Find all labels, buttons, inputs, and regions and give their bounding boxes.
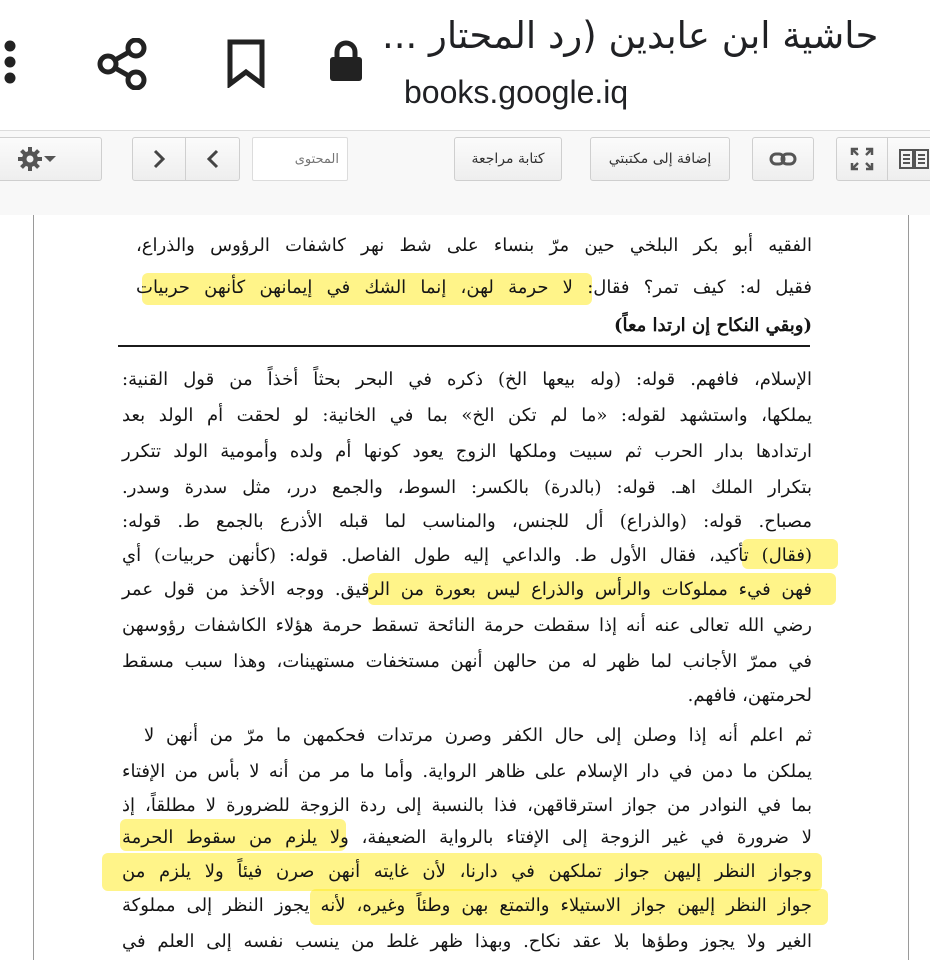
text-line: وجواز النظر إليهن جواز تملكهن في دارنا، لأن غايته أنهن صرن فيئاً ولا يلزم من	[122, 861, 812, 882]
page-url[interactable]: books.google.iq	[404, 74, 629, 110]
more-vert-icon[interactable]	[2, 40, 18, 84]
lock-icon	[328, 40, 364, 82]
fullscreen-icon	[850, 147, 874, 171]
write-review-button[interactable]: كتابة مراجعة	[454, 137, 562, 181]
next-page-button[interactable]	[186, 137, 240, 181]
book-page	[0, 215, 930, 960]
footnote-divider	[118, 345, 810, 347]
chevron-right-icon	[152, 149, 166, 169]
text-line: الغير ولا يجوز وطؤها بلا عقد نكاح. وبهذا ظهر غلط من ينسب نفسه إلى العلم في	[122, 931, 812, 952]
bookmark-icon[interactable]	[224, 38, 268, 88]
page-border-right	[908, 215, 909, 960]
fullscreen-button[interactable]	[836, 137, 888, 181]
browser-top-bar	[0, 0, 930, 130]
text-line: ارتدادها بدار الحرب ثم سبيت وملكها الزوج يعود كونها أم ولده وأمومية الولد تتكرر	[122, 441, 812, 462]
text-line: يملكن ما دمن في دار الإسلام على ظاهر الرواية. وأما ما مر من أنه لا بأس من الإفتاء	[122, 761, 812, 782]
dropdown-arrow-icon	[43, 154, 57, 164]
text-line: بتكرار الملك اهـ. قوله: (بالدرة) بالكسر: السوط، والجمع درر، مثل سدرة وسدر.	[122, 477, 812, 498]
settings-gear-icon	[17, 146, 43, 172]
text-line: (فقال) تأكيد، فقال الأول ط. والداعي إليه طول الفاصل. قوله: (كأنهن حربيات) أي	[122, 545, 812, 566]
book-view-icon	[899, 148, 929, 170]
text-line: ثم اعلم أنه إذا وصلن إلى حال الكفر وصرن مرتدات فحكمهن ما مرّ من أنهن لا	[144, 725, 812, 746]
page-view-button[interactable]	[888, 137, 930, 181]
books-toolbar	[0, 130, 930, 216]
content-search-input[interactable]	[252, 137, 348, 181]
share-icon[interactable]	[96, 38, 148, 90]
chevron-left-icon	[206, 149, 220, 169]
text-line: الفقيه أبو بكر البلخي حين مرّ بنساء على شط نهر كاشفات الرؤوس والذراع،	[136, 235, 812, 256]
link-icon	[769, 152, 797, 166]
text-line: في ممرّ الأجانب لما ظهر له من حالهن أنهن مستخفات مستهينات، وهذا سبب مسقط	[122, 651, 812, 672]
link-button[interactable]	[752, 137, 814, 181]
text-line: فقيل له: كيف تمر؟ فقال: لا حرمة لهن، إنما الشك في إيمانهن كأنهن حربيات	[136, 277, 812, 298]
text-line: جواز النظر إليهن جواز الاستيلاء والتمتع بهن وطئاً وغيره، لأنه يجوز النظر إلى مملوكة	[122, 895, 812, 916]
page-border-left	[33, 215, 34, 960]
text-line: الإسلام، فافهم. قوله: (وله بيعها الخ) ذكره في البحر بحثاً أخذاً من قول القنية:	[122, 369, 812, 390]
page-title: حاشية ابن عابدين (رد المحتار ...	[382, 14, 879, 57]
text-line: يملكها، واستشهد لقوله: «ما لم تكن الخ» بما في الخانية: لو لحقت أم الولد بعد	[122, 405, 812, 426]
text-line: بما في النوادر من جواز استرقاقهن، فذا بالنسبة إلى ردة الزوجة للضرورة لا مطلقاً، إذ	[122, 795, 812, 816]
add-to-library-button[interactable]: إضافة إلى مكتبتي	[590, 137, 730, 181]
text-line: لا ضرورة في غير الزوجة إلى الإفتاء بالرواية الضعيفة، ولا يلزم من سقوط الحرمة	[122, 827, 812, 848]
text-line: لحرمتهن، فافهم.	[687, 685, 812, 706]
text-line: مصباح. قوله: (والذراع) أل للجنس، والمناسب لما قبله الأذرع بالجمع ط. قوله:	[122, 511, 812, 532]
settings-button[interactable]	[0, 137, 102, 181]
previous-page-button[interactable]	[132, 137, 186, 181]
text-line: رضي الله تعالى عنه أنه إذا سقطت حرمة النائحة تسقط حرمة هؤلاء الكاشفات رؤوسهن	[122, 615, 812, 636]
text-line: (وبقي النكاح إن ارتدا معاً)	[613, 315, 812, 336]
text-line: فهن فيء مملوكات والرأس والذراع ليس بعورة من الرقيق. ووجه الأخذ من قول عمر	[122, 579, 812, 600]
